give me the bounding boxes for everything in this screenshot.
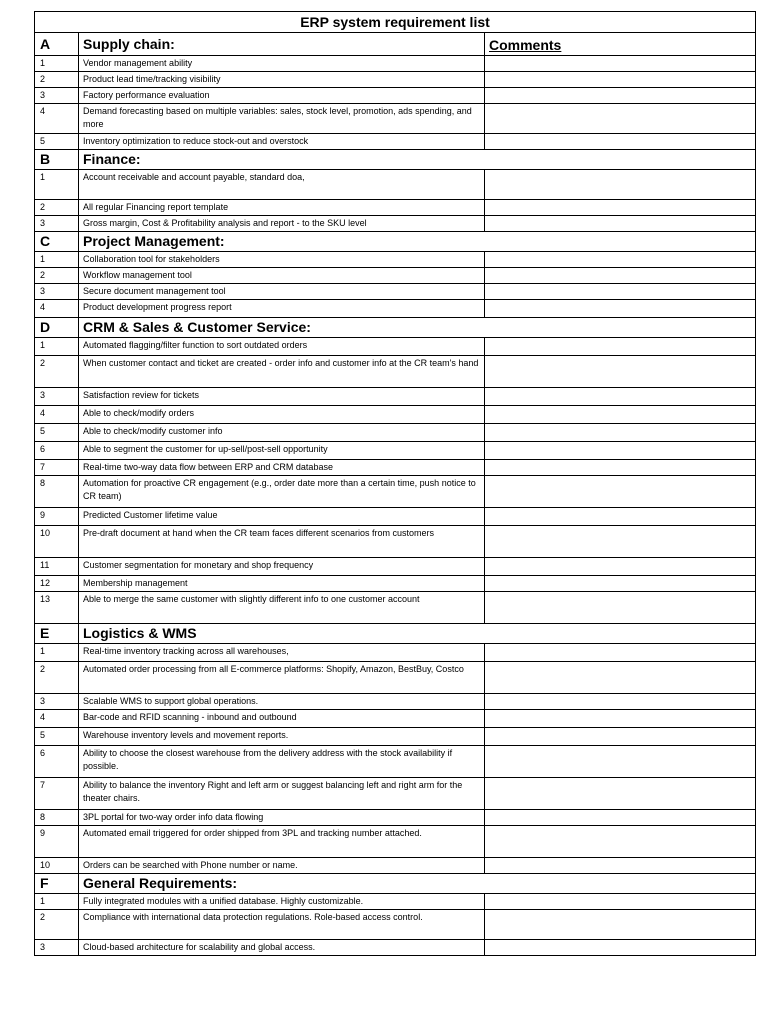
comment-cell[interactable] [485, 442, 756, 460]
item-number: 1 [35, 338, 79, 356]
requirement-text: Able to check/modify customer info [79, 424, 485, 442]
section-header-row [35, 874, 756, 894]
requirement-text: Able to segment the customer for up-sell/post-sell opportunity [79, 442, 485, 460]
comment-cell[interactable] [485, 746, 756, 778]
item-number: 1 [35, 170, 79, 200]
comment-cell[interactable] [485, 424, 756, 442]
comment-cell[interactable] [485, 460, 756, 476]
item-number: 7 [35, 460, 79, 476]
section-header-row [35, 33, 756, 56]
requirement-text: Able to merge the same customer with slightly different info to one customer account [79, 592, 485, 624]
requirement-text: Collaboration tool for stakeholders [79, 252, 485, 268]
section-header-row [35, 150, 756, 170]
requirement-text: Ability to balance the inventory Right and left arm or suggest balancing left and right arm for the theater chairs. [79, 778, 485, 810]
requirement-text: Customer segmentation for monetary and shop frequency [79, 558, 485, 576]
item-number: 11 [35, 558, 79, 576]
item-number: 2 [35, 356, 79, 388]
table-row [35, 746, 756, 778]
table-row [35, 442, 756, 460]
table-row [35, 810, 756, 826]
table-row [35, 88, 756, 104]
item-number: 3 [35, 88, 79, 104]
table-row [35, 778, 756, 810]
item-number: 2 [35, 72, 79, 88]
requirement-text: Ability to choose the closest warehouse from the delivery address with the stock availability if possible. [79, 746, 485, 778]
requirement-text: Pre-draft document at hand when the CR team faces different scenarios from customers [79, 526, 485, 558]
comment-cell[interactable] [485, 710, 756, 728]
item-number: 4 [35, 406, 79, 424]
requirement-text: Fully integrated modules with a unified database. Highly customizable. [79, 894, 485, 910]
item-number: 1 [35, 894, 79, 910]
requirement-text: Automated flagging/filter function to sort outdated orders [79, 338, 485, 356]
section-header-row [35, 624, 756, 644]
section-title: Project Management: [79, 232, 756, 252]
item-number: 12 [35, 576, 79, 592]
requirement-text: When customer contact and ticket are created - order info and customer info at the CR team's hand [79, 356, 485, 388]
requirement-text: Demand forecasting based on multiple variables: sales, stock level, promotion, ads spending, and more [79, 104, 485, 134]
requirement-text: Satisfaction review for tickets [79, 388, 485, 406]
table-row [35, 526, 756, 558]
table-row [35, 424, 756, 442]
table-row [35, 576, 756, 592]
table-row [35, 910, 756, 940]
table-row [35, 200, 756, 216]
requirement-text: Compliance with international data protection regulations. Role-based access control. [79, 910, 485, 940]
comment-cell[interactable] [485, 826, 756, 858]
requirement-text: Able to check/modify orders [79, 406, 485, 424]
table-row [35, 940, 756, 956]
table-row [35, 284, 756, 300]
comment-cell[interactable] [485, 216, 756, 232]
item-number: 4 [35, 300, 79, 318]
section-title: CRM & Sales & Customer Service: [79, 318, 756, 338]
comment-cell[interactable] [485, 252, 756, 268]
item-number: 7 [35, 778, 79, 810]
item-number: 4 [35, 710, 79, 728]
table-row [35, 476, 756, 508]
table-row [35, 826, 756, 858]
requirement-text: Predicted Customer lifetime value [79, 508, 485, 526]
table-row [35, 252, 756, 268]
requirement-text: Factory performance evaluation [79, 88, 485, 104]
requirement-text: Membership management [79, 576, 485, 592]
comment-cell[interactable] [485, 300, 756, 318]
item-number: 1 [35, 252, 79, 268]
requirement-text: Product development progress report [79, 300, 485, 318]
comment-cell[interactable] [485, 592, 756, 624]
table-row [35, 72, 756, 88]
table-row [35, 134, 756, 150]
item-number: 2 [35, 662, 79, 694]
item-number: 4 [35, 104, 79, 134]
item-number: 13 [35, 592, 79, 624]
comment-cell[interactable] [485, 56, 756, 72]
item-number: 1 [35, 644, 79, 662]
table-row [35, 268, 756, 284]
section-title: Supply chain: [79, 33, 485, 56]
table-row [35, 728, 756, 746]
item-number: 3 [35, 216, 79, 232]
section-letter: D [35, 318, 79, 338]
requirement-text: Cloud-based architecture for scalability and global access. [79, 940, 485, 956]
comment-cell[interactable] [485, 810, 756, 826]
requirements-body [35, 12, 756, 956]
comment-cell[interactable] [485, 134, 756, 150]
table-row [35, 592, 756, 624]
table-row [35, 894, 756, 910]
comment-cell[interactable] [485, 644, 756, 662]
item-number: 8 [35, 810, 79, 826]
comment-cell[interactable] [485, 576, 756, 592]
requirement-text: 3PL portal for two-way order info data flowing [79, 810, 485, 826]
comment-cell[interactable] [485, 894, 756, 910]
item-number: 6 [35, 746, 79, 778]
requirement-text: Scalable WMS to support global operations. [79, 694, 485, 710]
item-number: 9 [35, 826, 79, 858]
requirement-text: All regular Financing report template [79, 200, 485, 216]
comment-cell[interactable] [485, 104, 756, 134]
requirement-text: Inventory optimization to reduce stock-out and overstock [79, 134, 485, 150]
item-number: 3 [35, 694, 79, 710]
section-title: Logistics & WMS [79, 624, 756, 644]
section-letter: B [35, 150, 79, 170]
item-number: 5 [35, 134, 79, 150]
requirement-text: Warehouse inventory levels and movement reports. [79, 728, 485, 746]
table-row [35, 356, 756, 388]
comment-cell[interactable] [485, 388, 756, 406]
table-row [35, 508, 756, 526]
requirement-text: Gross margin, Cost & Profitability analysis and report - to the SKU level [79, 216, 485, 232]
item-number: 3 [35, 388, 79, 406]
section-title: Finance: [79, 150, 756, 170]
table-row [35, 216, 756, 232]
table-row [35, 644, 756, 662]
section-letter: A [35, 33, 79, 56]
item-number: 8 [35, 476, 79, 508]
item-number: 10 [35, 526, 79, 558]
comment-cell[interactable] [485, 406, 756, 424]
requirement-text: Workflow management tool [79, 268, 485, 284]
table-row [35, 694, 756, 710]
comments-header: Comments [485, 33, 756, 56]
comment-cell[interactable] [485, 284, 756, 300]
table-row [35, 170, 756, 200]
table-row [35, 460, 756, 476]
requirement-text: Secure document management tool [79, 284, 485, 300]
item-number: 3 [35, 940, 79, 956]
table-row [35, 388, 756, 406]
requirement-text: Product lead time/tracking visibility [79, 72, 485, 88]
section-letter: F [35, 874, 79, 894]
requirement-text: Orders can be searched with Phone number or name. [79, 858, 485, 874]
item-number: 6 [35, 442, 79, 460]
comment-cell[interactable] [485, 858, 756, 874]
section-header-row [35, 232, 756, 252]
comment-cell[interactable] [485, 200, 756, 216]
item-number: 2 [35, 268, 79, 284]
table-row [35, 710, 756, 728]
comment-cell[interactable] [485, 910, 756, 940]
section-letter: C [35, 232, 79, 252]
comment-cell[interactable] [485, 728, 756, 746]
comment-cell[interactable] [485, 778, 756, 810]
table-row [35, 858, 756, 874]
requirement-text: Bar-code and RFID scanning - inbound and outbound [79, 710, 485, 728]
requirement-text: Account receivable and account payable, standard doa, [79, 170, 485, 200]
comment-cell[interactable] [485, 72, 756, 88]
comment-cell[interactable] [485, 170, 756, 200]
table-row [35, 406, 756, 424]
item-number: 2 [35, 910, 79, 940]
comment-cell[interactable] [485, 476, 756, 508]
requirement-text: Real-time inventory tracking across all warehouses, [79, 644, 485, 662]
item-number: 10 [35, 858, 79, 874]
comment-cell[interactable] [485, 526, 756, 558]
table-row [35, 300, 756, 318]
requirements-table [34, 11, 756, 956]
table-row [35, 558, 756, 576]
item-number: 5 [35, 728, 79, 746]
table-row [35, 662, 756, 694]
comment-cell[interactable] [485, 694, 756, 710]
item-number: 3 [35, 284, 79, 300]
item-number: 2 [35, 200, 79, 216]
comment-cell[interactable] [485, 558, 756, 576]
comment-cell[interactable] [485, 356, 756, 388]
document-title: ERP system requirement list [35, 12, 756, 33]
comment-cell[interactable] [485, 88, 756, 104]
item-number: 1 [35, 56, 79, 72]
comment-cell[interactable] [485, 662, 756, 694]
requirement-text: Vendor management ability [79, 56, 485, 72]
requirement-text: Automated order processing from all E-commerce platforms: Shopify, Amazon, BestBuy, Costco [79, 662, 485, 694]
section-header-row [35, 318, 756, 338]
comment-cell[interactable] [485, 508, 756, 526]
section-title: General Requirements: [79, 874, 756, 894]
requirement-text: Real-time two-way data flow between ERP and CRM database [79, 460, 485, 476]
comment-cell[interactable] [485, 268, 756, 284]
requirement-text: Automation for proactive CR engagement (e.g., order date more than a certain time, push notice to CR team) [79, 476, 485, 508]
comment-cell[interactable] [485, 940, 756, 956]
section-letter: E [35, 624, 79, 644]
table-row [35, 338, 756, 356]
table-row [35, 104, 756, 134]
comment-cell[interactable] [485, 338, 756, 356]
item-number: 9 [35, 508, 79, 526]
requirement-text: Automated email triggered for order shipped from 3PL and tracking number attached. [79, 826, 485, 858]
item-number: 5 [35, 424, 79, 442]
table-row [35, 56, 756, 72]
title-row [35, 12, 756, 33]
